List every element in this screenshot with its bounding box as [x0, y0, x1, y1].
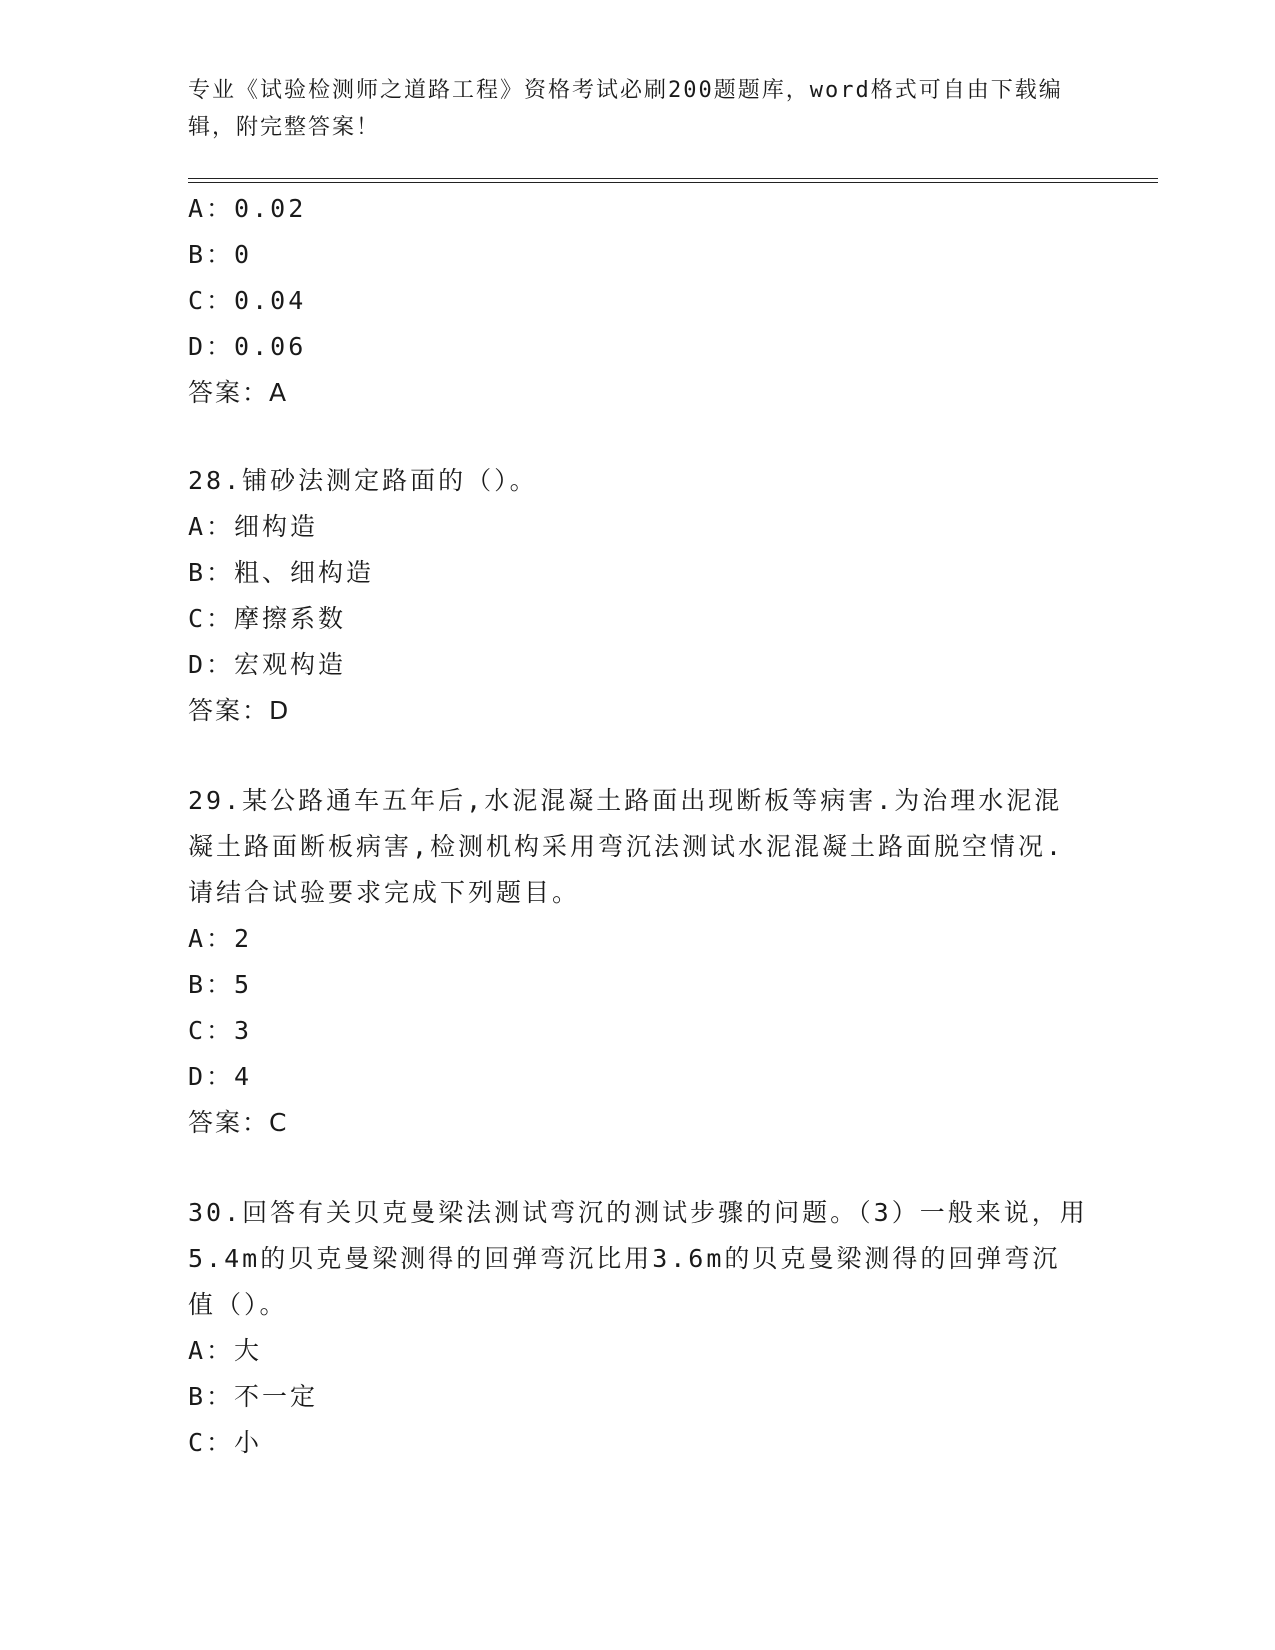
header-divider-second	[188, 182, 1158, 183]
answer-line: 答案：A	[188, 378, 289, 407]
option-d: D：宏观构造	[188, 650, 347, 679]
option-d: D：4	[188, 1062, 253, 1091]
question-text: 28.铺砂法测定路面的（）。	[188, 466, 538, 495]
option-c: C：0.04	[188, 286, 307, 315]
option-c: C：3	[188, 1016, 253, 1045]
option-c: C：摩擦系数	[188, 604, 347, 633]
question-block-29	[188, 778, 1088, 1146]
option-b: B：粗、细构造	[188, 558, 375, 587]
header-divider	[188, 178, 1158, 179]
question-block-30	[188, 1190, 1088, 1466]
option-a: A：2	[188, 924, 253, 953]
question-text: 29.某公路通车五年后,水泥混凝土路面出现断板等病害.为治理水泥混凝土路面断板病害,检测机构采用弯沉法测试水泥混凝土路面脱空情况.请结合试验要求完成下列题目。	[188, 786, 1065, 907]
answer-line: 答案：C	[188, 1108, 289, 1137]
option-a: A：细构造	[188, 512, 319, 541]
question-block-27	[188, 186, 1088, 416]
question-text: 30.回答有关贝克曼梁法测试弯沉的测试步骤的问题。（3）一般来说，用5.4m的贝克曼梁测得的回弹弯沉比用3.6m的贝克曼梁测得的回弹弯沉值（）。	[188, 1198, 1088, 1319]
option-b: B：不一定	[188, 1382, 319, 1411]
document-header: 专业《试验检测师之道路工程》资格考试必刷200题题库，word格式可自由下载编辑，附完整答案！	[188, 78, 1063, 140]
option-b: B：5	[188, 970, 253, 999]
option-d: D：0.06	[188, 332, 307, 361]
answer-line: 答案：D	[188, 696, 291, 725]
option-a: A：大	[188, 1336, 263, 1365]
option-c: C：小	[188, 1428, 263, 1457]
option-a: A：0.02	[188, 194, 307, 223]
question-block-28	[188, 458, 1088, 734]
option-b: B：0	[188, 240, 253, 269]
